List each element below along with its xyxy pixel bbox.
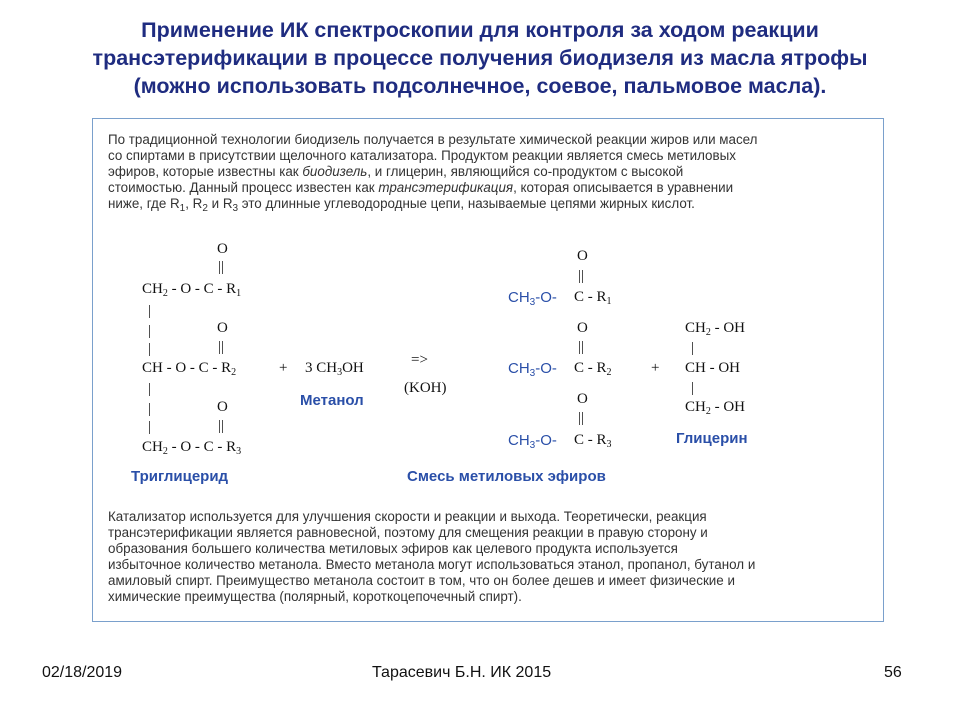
tg-row-2 (142, 360, 236, 381)
intro-text: , R (185, 196, 203, 211)
intro-line: со спиртами в присутствии щелочного катализатора. Продуктом реакции является смесь метиловых (108, 148, 736, 163)
chem-text: CH (508, 289, 530, 306)
subscript: 2 (606, 367, 612, 378)
label-triglyceride: Триглицерид (131, 468, 229, 485)
chem-text: - OH (710, 399, 746, 415)
term-transesterification: трансэтерификация (378, 180, 514, 195)
intro-paragraph (108, 132, 757, 217)
title-line-1: Применение ИК спектроскопии для контроля за ходом реакции (141, 18, 819, 42)
subscript: 3 (232, 203, 239, 214)
ester-dbl-3: || (578, 410, 585, 426)
subscript: 2 (705, 327, 711, 338)
tg-o-1: O (217, 241, 228, 257)
intro-text: это длинные углеводородные цепи, называемые цепями жирных кислот. (238, 196, 695, 211)
intro-line (108, 180, 757, 196)
subscript: 2 (202, 203, 208, 214)
subscript: 3 (337, 367, 343, 378)
subscript: 1 (606, 296, 612, 307)
chem-text: - OH (710, 320, 746, 336)
outro-line: трансэтерификации является равновесной, поэтому для смещения реакции в правую сторону и (108, 525, 708, 540)
subscript: 3 (606, 439, 612, 450)
footer-date: 02/18/2019 (42, 664, 123, 681)
intro-text: эфиров, которые известны как (108, 164, 303, 179)
chem-text: CH - O - C - R (142, 360, 232, 376)
tg-dbl-2: || (218, 339, 225, 355)
label-glycerin: Глицерин (676, 430, 748, 447)
ester-dbl-2: || (578, 339, 585, 355)
chem-text: OH (342, 360, 364, 376)
subscript: 3 (236, 446, 242, 457)
content-box (92, 118, 884, 622)
intro-line (108, 164, 757, 180)
gly-bond: | (691, 340, 695, 356)
tg-row-1 (142, 281, 241, 302)
label-methyl-esters: Смесь метиловых эфиров (407, 468, 606, 485)
ch3o-2 (508, 360, 557, 379)
tg-bond: | (148, 323, 152, 339)
chem-text: C - R (574, 289, 607, 305)
intro-text: , которая описывается в уравнении (513, 180, 734, 195)
outro-line: избыточное количество метанола. Вместо метанола могут использоваться этанол, пропанол, бутанол и (108, 557, 756, 572)
outro-line: химические преимущества (полярный, короткоцепочечный спирт). (108, 589, 522, 604)
tg-bond: | (148, 341, 152, 357)
chem-text: CH (142, 281, 163, 297)
chem-text: -O- (535, 432, 557, 449)
tg-o-2: O (217, 320, 228, 336)
catalyst-label: (KOH) (404, 380, 447, 396)
tg-bond: | (148, 419, 152, 435)
subscript: 2 (705, 406, 711, 417)
methanol-formula (305, 360, 364, 381)
ester-3 (574, 432, 612, 453)
intro-text: и R (207, 196, 233, 211)
chem-text: CH (685, 399, 706, 415)
ester-o-1: O (577, 248, 588, 264)
ch3o-3 (508, 432, 557, 451)
reaction-arrow: => (411, 352, 428, 368)
subscript: 1 (179, 203, 186, 214)
ch3o-1 (508, 289, 557, 308)
footer-author: Тарасевич Б.Н. ИК 2015 (372, 664, 552, 681)
chem-text: CH (508, 360, 530, 377)
title-line-2: трансэтерификации в процессе получения биодизеля из масла ятрофы (92, 46, 868, 70)
subscript: 3 (529, 368, 536, 379)
tg-bond: | (148, 381, 152, 397)
ester-1 (574, 289, 612, 310)
gly-row-1 (685, 320, 745, 341)
intro-text: ниже, где R (108, 196, 180, 211)
footer-page-number: 56 (884, 664, 902, 681)
subscript: 3 (529, 297, 536, 308)
chem-text: 3 CH (305, 360, 338, 376)
subscript: 2 (162, 288, 168, 299)
intro-text: стоимостью. Данный процесс известен как (108, 180, 379, 195)
ester-2 (574, 360, 612, 381)
outro-line: амиловый спирт. Преимущество метанола состоит в том, что он более дешев и имеет физические и (108, 573, 735, 588)
title-line-3: (можно использовать подсолнечное, соевое, пальмовое масла). (133, 74, 827, 98)
tg-row-3 (142, 439, 241, 460)
chem-text: - O - C - R (167, 439, 237, 455)
intro-line: По традиционной технологии биодизель получается в результате химической реакции жиров или масел (108, 132, 758, 147)
intro-line (108, 196, 757, 217)
gly-bond: | (691, 380, 695, 396)
chem-text: C - R (574, 360, 607, 376)
tg-bond: | (148, 303, 152, 319)
tg-dbl-3: || (218, 418, 225, 434)
plus-sign: + (279, 360, 288, 376)
tg-dbl-1: || (218, 259, 225, 275)
plus-sign-2: + (651, 360, 660, 376)
chem-text: -O- (535, 289, 557, 306)
subscript: 3 (529, 440, 536, 451)
subscript: 1 (236, 288, 242, 299)
slide-title (40, 16, 920, 100)
chem-text: - O - C - R (167, 281, 237, 297)
intro-text: , и глицерин, являющийся со-продуктом с высокой (367, 164, 684, 179)
tg-o-3: O (217, 399, 228, 415)
label-methanol: Метанол (300, 392, 364, 409)
outro-line: образования большего количества метиловых эфиров как целевого продукта используется (108, 541, 678, 556)
chem-text: C - R (574, 432, 607, 448)
chem-text: -O- (535, 360, 557, 377)
chem-text: CH (508, 432, 530, 449)
tg-bond: | (148, 401, 152, 417)
subscript: 2 (162, 446, 168, 457)
subscript: 2 (231, 367, 237, 378)
outro-line: Катализатор используется для улучшения скорости и реакции и выхода. Теоретически, реакция (108, 509, 707, 524)
gly-row-3 (685, 399, 745, 420)
ester-o-3: O (577, 391, 588, 407)
term-biodiesel: биодизель (302, 164, 368, 179)
ester-dbl-1: || (578, 268, 585, 284)
outro-paragraph (108, 509, 755, 605)
gly-row-2: CH - OH (685, 360, 740, 376)
chem-text: CH (142, 439, 163, 455)
chem-text: CH (685, 320, 706, 336)
ester-o-2: O (577, 320, 588, 336)
